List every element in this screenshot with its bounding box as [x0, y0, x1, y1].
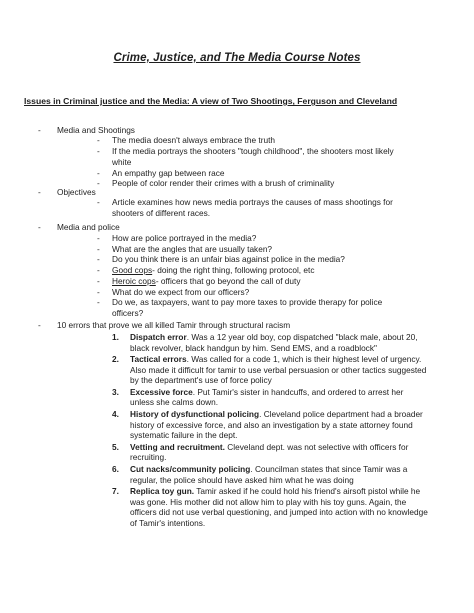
error-item: Dispatch error. Was a 12 year old boy, cop dispatched "black male, about 20, — [130, 331, 418, 342]
dash-marker: - — [38, 186, 41, 197]
section-heading: Issues in Criminal justice and the Media: A view of Two Shootings, Ferguson and Cleveland — [24, 96, 398, 106]
bullet-item: Do you think there is an unfair bias against police in the media? — [112, 254, 345, 265]
error-number: 1. — [112, 331, 119, 342]
dash-marker: - — [97, 243, 100, 254]
dash-marker: - — [38, 320, 41, 330]
error-number: 5. — [112, 441, 119, 452]
dash-marker: - — [97, 178, 100, 189]
bullet-item: An empathy gap between race — [112, 167, 225, 178]
bullet-term: Good cops — [112, 265, 153, 275]
dash-marker: - — [97, 135, 100, 146]
error-item: Cut nacks/community policing. Councilman states that since Tamir was a — [130, 463, 408, 474]
error-item-cont: was gone. His mother did not allow him to play with his toy guns. Again, the — [130, 496, 407, 507]
error-item-cont: of Tamir's intentions. — [130, 518, 206, 529]
section-label: Media and Shootings — [57, 124, 135, 135]
bullet-item: Do we, as taxpayers, want to pay more taxes to provide therapy for police — [112, 297, 383, 308]
page-title: Crime, Justice, and The Media Course Notes — [113, 52, 361, 64]
dash-marker: - — [97, 275, 100, 286]
dash-marker: - — [38, 124, 41, 135]
bullet-item: The media doesn't always embrace the truth — [112, 135, 275, 146]
dash-marker: - — [97, 286, 100, 297]
error-term: History of dysfunctional policing — [130, 408, 260, 419]
error-number: 2. — [112, 353, 119, 364]
error-item-cont: history of excessive force, and also an investigation by a state attorney found — [130, 419, 413, 430]
dash-marker: - — [97, 146, 100, 156]
error-number: 7. — [112, 485, 119, 496]
bullet-item: How are police portrayed in the media? — [112, 232, 257, 243]
error-item: History of dysfunctional policing. Cleveland police department had a broader — [130, 408, 423, 419]
error-number: 4. — [112, 408, 119, 419]
error-item-cont: black revolver, black handgun by him. Send EMS, and a roadblock" — [130, 342, 377, 353]
bullet-item: Article examines how news media portrays the causes of mass shootings for — [112, 197, 393, 208]
section-label: 10 errors that prove we all killed Tamir through structural racism — [57, 320, 291, 330]
error-item-cont: regular, the police should have asked him what he was doing — [130, 474, 354, 485]
error-item: Tactical errors. Was called for a code 1, which is their highest level of urgency. — [130, 353, 422, 364]
dash-marker: - — [97, 265, 100, 275]
section-label: Objectives — [57, 186, 96, 197]
error-item: Vetting and recruitment. Cleveland dept. was not selective with officers for — [130, 441, 409, 452]
bullet-item: white — [112, 156, 132, 167]
bullet-item: Good cops- doing the right thing, following protocol, etc — [112, 265, 315, 275]
error-term: Cut nacks/community policing — [130, 463, 251, 474]
dash-marker: - — [97, 167, 100, 178]
error-term: Vetting and recruitment. — [130, 441, 225, 452]
bullet-term: Heroic cops — [112, 275, 156, 286]
bullet-item: What do we expect from our officers? — [112, 286, 250, 297]
error-item-cont: unless she calms down. — [130, 397, 219, 408]
bullet-item: Heroic cops- officers that go beyond the call of duty — [112, 275, 301, 286]
error-term: Replica toy gun. — [130, 485, 195, 496]
bullet-item: If the media portrays the shooters "tough childhood", the shooters most likely — [112, 146, 394, 156]
bullet-item: officers? — [112, 308, 144, 318]
dash-marker: - — [97, 254, 100, 265]
error-number: 3. — [112, 386, 119, 397]
bullet-item: What are the angles that are usually taken? — [112, 243, 273, 254]
error-term: Dispatch error — [130, 331, 187, 342]
error-item: Replica toy gun. Tamir asked if he could hold his friend's airsoft pistol while he — [130, 485, 421, 496]
dash-marker: - — [97, 197, 100, 208]
error-item: Excessive force. Put Tamir's sister in handcuffs, and ordered to arrest her — [130, 386, 404, 397]
dash-marker: - — [97, 232, 100, 243]
error-number: 6. — [112, 463, 119, 474]
error-term: Excessive force — [130, 386, 193, 397]
error-item-cont: Also made it difficult for tamir to use verbal persuasion or other tactics suggested — [130, 364, 427, 375]
dash-marker: - — [38, 222, 41, 232]
dash-marker: - — [97, 297, 100, 308]
error-term: Tactical errors — [130, 353, 187, 364]
bullet-item: People of color render their crimes with a brush of criminality — [112, 178, 335, 189]
error-item-cont: by the department's use of force policy — [130, 375, 272, 386]
bullet-item: shooters of different races. — [112, 208, 211, 218]
section-label: Media and police — [57, 222, 120, 232]
error-item-cont: officers did not use verbal questioning, and jumped into action with no knowledge — [130, 507, 428, 518]
error-item-cont: systematic failure in the dept. — [130, 430, 238, 441]
error-item-cont: recruiting. — [130, 452, 167, 463]
